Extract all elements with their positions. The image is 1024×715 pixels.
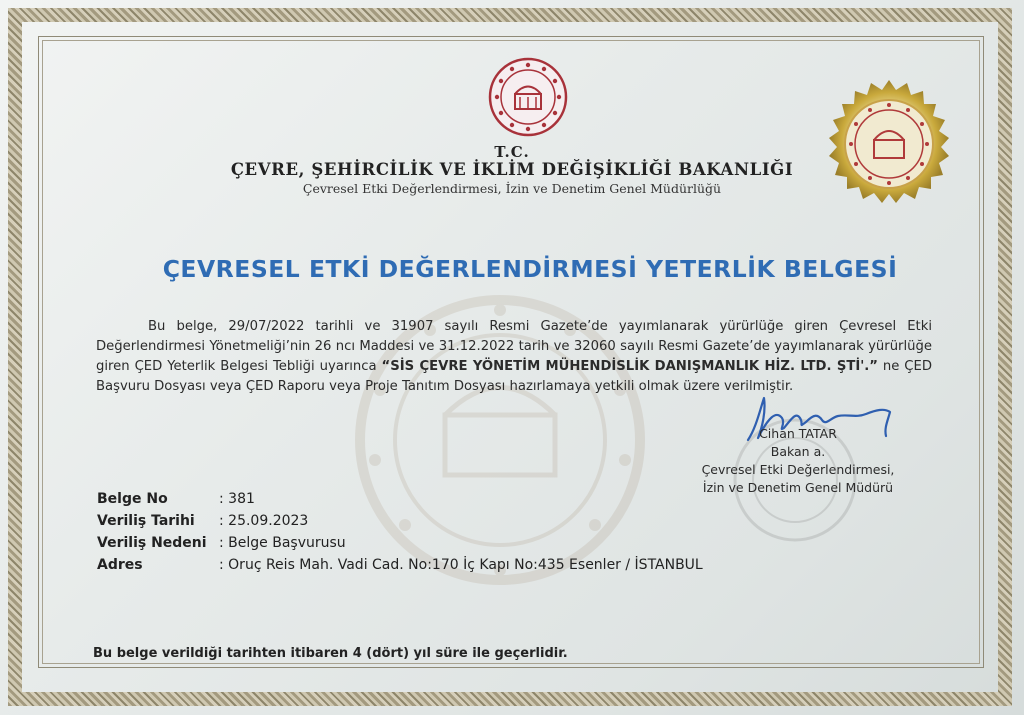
company-name: “SİS ÇEVRE YÖNETİM MÜHENDİSLİK DANIŞMANLIK HİZ. LTD. ŞTİ'.”	[381, 359, 878, 374]
field-label: Adres	[97, 557, 143, 573]
certificate-title: ÇEVRESEL ETKİ DEĞERLENDİRMESİ YETERLİK BELGESİ	[162, 255, 898, 283]
body-text-after: ne ÇED Başvuru Dosyası veya ÇED Raporu veya Proje Tanıtım Dosyası hazırlamaya yetkili olmak üzere verilmiştir.	[96, 359, 932, 394]
ministry-name: ÇEVRE, ŞEHİRCİLİK VE İKLİM DEĞİŞİKLİĞİ BAKANLIĞI	[230, 160, 794, 179]
signer-position-line1: Çevresel Etki Değerlendirmesi,	[701, 462, 895, 477]
field-value: : 25.09.2023	[219, 513, 309, 529]
field-label: Veriliş Nedeni	[97, 535, 207, 551]
body-text-before: Bu belge, 29/07/2022 tarihli ve 31907 sayılı Resmi Gazete’de yayımlanarak yürürlüğe giren Çevresel Etki Değerlendirmesi Yönetmeliği’nin 26 ncı Maddesi ve 31.12.2022 tarih ve 32060 sayılı Resmi Gazete’de yayımlanarak yürürlüğe giren ÇED Yeterlik Belgesi Tebliği uyarınca	[96, 319, 932, 374]
directorate-name: Çevresel Etki Değerlendirmesi, İzin ve Denetim Genel Müdürlüğü	[302, 181, 722, 196]
field-row-adres	[97, 554, 703, 576]
field-label: Veriliş Tarihi	[97, 513, 195, 529]
signer-position-line2: İzin ve Denetim Genel Müdürü	[702, 480, 894, 495]
field-value: : Belge Başvurusu	[219, 535, 346, 551]
certificate-body	[96, 317, 932, 397]
signer-name: Cihan TATAR	[759, 426, 837, 441]
signer-block	[640, 425, 956, 497]
field-value: : Oruç Reis Mah. Vadi Cad. No:170 İç Kapı No:435 Esenler / İSTANBUL	[219, 557, 703, 573]
signer-title: Bakan a.	[770, 444, 826, 459]
certificate-fields	[97, 488, 703, 576]
header-tc: T.C.	[494, 143, 530, 161]
field-label: Belge No	[97, 491, 168, 507]
field-row-belge-no	[97, 488, 703, 510]
field-value: : 381	[219, 491, 255, 507]
field-row-verilis-tarihi	[97, 510, 703, 532]
validity-note: Bu belge verildiği tarihten itibaren 4 (dört) yıl süre ile geçerlidir.	[93, 646, 568, 661]
ministry-emblem-icon	[488, 57, 568, 137]
field-row-verilis-nedeni	[97, 532, 703, 554]
